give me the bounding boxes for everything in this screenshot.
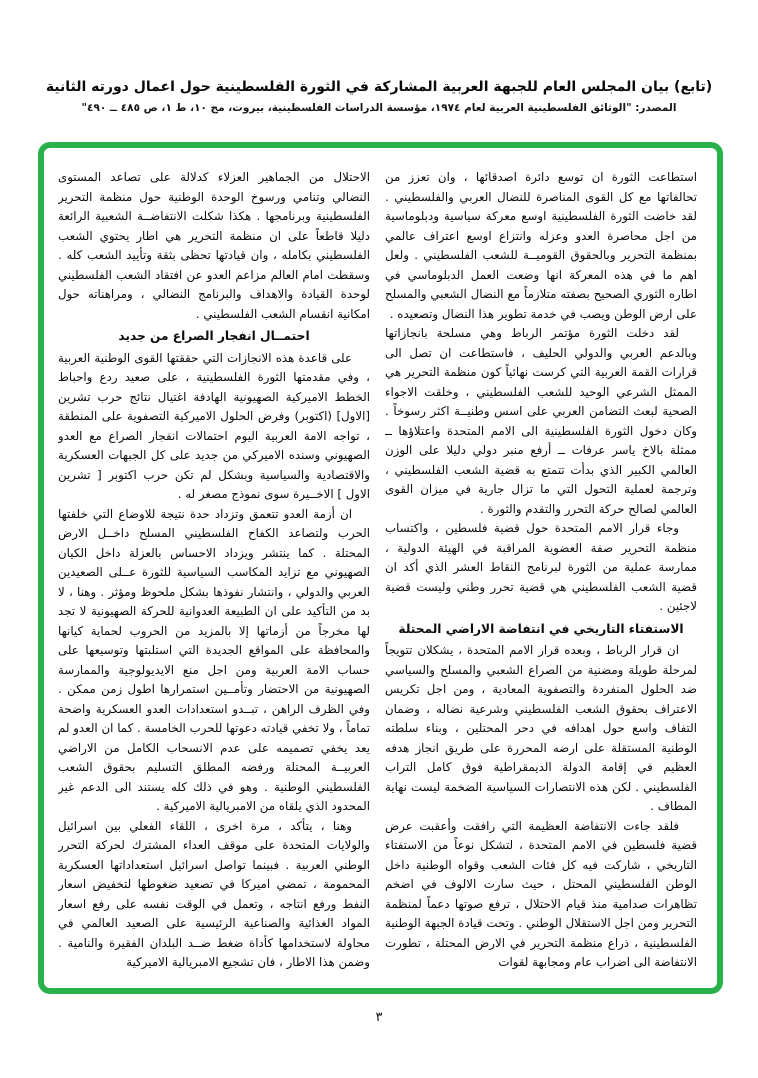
document-title: (تابع) بيان المجلس العام للجبهة العربية المشاركة في الثورة الفلسطينية حول اعمال دورته الثانية (45, 79, 713, 95)
paragraph: على قاعدة هذه الانجازات التي حققتها القوى الوطنية العربية ، وفي مقدمتها الثورة الفلسطينية ، على صعيد ردع واحباط الخطط الاميركية الصهيونية الهادفة اغتيال نتائج حرب تشرين [الاول] (اكتوبر) وفرض الحلول الاميركية التصفوية على المنطقة ، تواجه الامة العربية اليوم احتمالات انفجار الصراع مع العدو الصهيوني وسنده الاميركي من جديد على كل الجبهات العسكرية والاقتصادية والسياسية وبشكل لم تكن حرب اكتوبر [ تشرين الاول ] الاخــيرة سوى نموذج مصغر له . (58, 350, 370, 501)
section-heading-conflict: احتمــال انفجار الصراع من جديد (118, 329, 310, 343)
paragraph: وجاء قرار الامم المتحدة حول قضية فلسطين ، واكتساب منظمة التحرير صفة العضوية المراقبة في الهيئة الدولية ، ممارسة عملية من الثورة لبرنامج النقاط العشر الذي أكد ان قضية الشعب الفلسطيني هي قضية تحرر وطني وليست قضية لاجئين . (385, 521, 697, 613)
paragraph: لقد دخلت الثورة مؤتمر الرباط وهي مسلحة بانجازاتها وبالدعم العربي والدولي الحليف ، فاستطاعت ان تصل الى قرارات القمة العربية التي كرست نهائياً كون منظمة التحرير هي الممثل الشرعي الوحيد للشعب الفلسطيني ، وخلقت الاجواء الصحية لبعث التضامن العربي على اسس وطنيــة اكثر رسوخاً . وكان دخول الثورة الفلسطينية الى الامم المتحدة واعتلاؤها ــ ممثلة بالاخ ياسر عرفات ــ أرفع منبر دولي دليلا على الوزن العالمي الكبير الذي بدأت تتمتع به قضية الشعب الفلسطيني ، وترجمة لعملية التحول التي ما تزال جارية في ميزان القوى العالمي لصالح حركة التحرر والتقدم والثورة . (385, 326, 697, 516)
page-number: ٣ (375, 1010, 383, 1025)
paragraph: الاحتلال من الجماهير العزلاء كدلالة على تصاعد المستوى النضالي وتنامي ورسوخ الوحدة الوطنية حول منظمة التحرير الفلسطينية وبرنامجها . هكذا شكلت الانتفاضــة الشعبية الرائعة دليلا قاطعاً على ان منظمة التحرير هي اطار يحتوي الشعب الفلسطيني بكامله ، وان قيادتها تحظى بثقة وتأييد الشعب كله . وسقطت امام العالم مزاعم العدو عن افتقاد الشعب الفلسطيني لوحدة القيادة والاهداف والبرنامج النضالي ، ومراهناته حول امكانية انقسام الشعب الفلسطيني . (58, 170, 370, 321)
paragraph: ان قرار الرباط ، وبعده قرار الامم المتحدة ، يشكلان تتويجاً لمرحلة طويلة ومضنية من الصراع الشعبي والمسلح والسياسي ضد الحلول المنفردة والتصفوية المعادية ، ومن اجل تكريس الاعتراف بحقوق الشعب الفلسطيني وشرعية نضاله ، وضمان التفاف واسع حول اهدافه في دحر المحتلين ، وبناء سلطته الوطنية المستقلة على ارضه المحررة على طريق انجاز هدفه العظيم في إقامة الدولة الديمقراطية فوق كامل التراب الفلسطيني . لكن هذه الانتصارات السياسية الضخمة ليست نهاية المطاف . (385, 643, 697, 813)
source-citation: المصدر: "الوثائق الفلسطينية العربية لعام ١٩٧٤، مؤسسة الدراسات الفلسطينية، بيروت، مج ١٠، ط ١، ص ٤٨٥ ــ ٤٩٠" (81, 101, 677, 114)
document-header (0, 78, 758, 114)
paragraph: فلقد جاءت الانتفاضة العظيمة التي رافقت وأعقبت عرض قضية فلسطين في الامم المتحدة ، لتشكل نوعاً من الاستفتاء التاريخي ، شاركت فيه كل فئات الشعب وقواه الوطنية داخل الوطن الفلسطيني المحتل ، حيث سارت الالوف في اضخم تظاهرات صدامية منذ قيام الاحتلال ، ترفع صوتها دعماً لمنظمة التحرير ومن اجل الاستقلال الوطني . وتحت قيادة الجبهة الوطنية الفلسطينية ، ذراع منظمة التحرير في الارض المحتلة ، تطورت الانتفاضة الى اضراب عام ومجابهة لقوات (385, 818, 697, 969)
column-left-second (58, 168, 370, 970)
section-heading-referendum: الاستفتاء التاريخي في انتفاضة الاراضي المحتلة (398, 621, 684, 636)
paragraph: استطاعت الثورة ان توسع دائرة اصدقائها ، وان تعزز من تحالفاتها مع كل القوى المناصرة للنضال العربي والفلسطيني . لقد خاضت الثورة الفلسطينية اوسع معركة سياسية ودبلوماسية من اجل محاصرة العدو وعزله وانتزاع اوسع اعتراف عالمي بمنظمة التحرير وبالحقوق القوميــة للشعب الفلسطيني . ولعل اهم ما في هذه المعركة انها وضعت العمل الدبلوماسي في اطاره الثوري الصحيح بصفته متلازماً مع النضال الشعبي والمسلح على ارض الوطن ويصب في خدمة تطوير هذا النضال وتصعيده . (385, 170, 697, 321)
paragraph: ان أزمة العدو تتعمق وتزداد حدة نتيجة للاوضاع التي خلفتها الحرب ولتصاعد الكفاح الفلسطيني المسلح داخــل الارض المحتلة . كما ينتشر ويزداد الاحساس بالعزلة داخل الكيان الصهيوني مع تزايد المكاسب السياسية للثورة عــلى الصعيدين العربي والدولي ، وانتشار نفوذها بشكل ملحوظ ومؤثر . وهنا ، لا بد من التأكيد على ان الطبيعة العدوانية للحركة الصهيونية لا تجد لها مخرجاً من أزماتها إلا بالمزيد من الحروب لحماية كيانها والمحافظة على المواقع الجديدة التي استلبتها وتوسيعها على حساب الامة العربية ومن اجل منع الايديولوجية والممارسة الصهيونية من الاحتضار وتأمــين استمرارها اطول زمن ممكن . وفي الظرف الراهن ، تبــدو استعدادات العدو العسكرية واضحة تماماً ، ولا تخفي قيادته دعوتها للحرب الخامسة . كما ان العدو لم يعد يخفي تصميمه على عدم الانسحاب الكامل من الاراضي العربيــة المحتلة ورفضه المطلق التسليم بحقوق الشعب الفلسطيني الوطنية . وهو في ذلك كله يستند الى الدعم غير المحدود الذي يلقاه من الامبريالية الاميركية . (58, 506, 370, 813)
two-column-layout (44, 148, 717, 988)
paragraph: وهنا ، يتأكد ، مرة اخرى ، اللقاء الفعلي بين اسرائيل والولايات المتحدة على موقف العداء المشترك لحركة التحرر الوطني العربية . فبينما تواصل اسرائيل استعداداتها العسكرية المحمومة ، تمضي اميركا في تصعيد ضغوطها لتخفيض اسعار النفط ورفع انتاجه ، وتعمل في الوقت نفسه على رفع اسعار المواد الغذائية والصناعية الرئيسية على الصعيد العالمي في محاولة لاستخدامها كأداة ضغط ضــد البلدان الفقيرة والنامية . وضمن هذا الاطار ، فان تشجيع الامبريالية الاميركية (58, 818, 370, 969)
green-border-frame (38, 142, 723, 994)
column-right-first (385, 168, 697, 970)
